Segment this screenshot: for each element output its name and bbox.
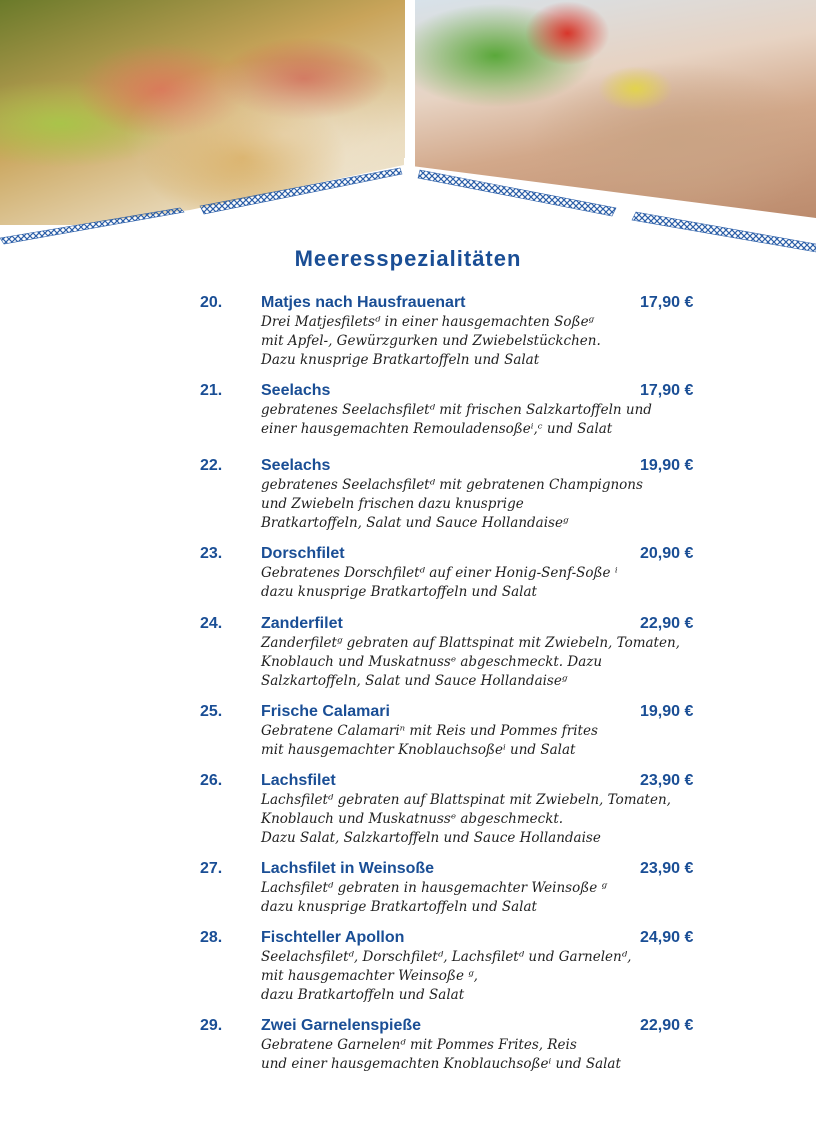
item-description <box>261 1036 701 1074</box>
item-description <box>261 313 701 370</box>
item-price: 19,90 € <box>640 457 694 474</box>
item-number: 28. <box>200 929 223 946</box>
description-line: gebratenes Seelachsfiletᵈ mit frischen Salzkartoffeln und <box>261 402 652 418</box>
description-line: Zanderfiletᵍ gebraten auf Blattspinat mit Zwiebeln, Tomaten, <box>261 635 680 651</box>
item-description <box>261 791 701 848</box>
item-name: Seelachs <box>261 457 331 474</box>
item-name: Dorschfilet <box>261 545 345 562</box>
description-line: mit hausgemachter Weinsoße ᵍ, <box>261 968 478 984</box>
description-line: mit Apfel-, Gewürzgurken und Zwiebelstückchen. <box>261 333 601 349</box>
description-line: einer hausgemachten Remouladensoßeⁱ,ᶜ und Salat <box>261 421 613 437</box>
item-price: 20,90 € <box>640 545 694 562</box>
description-line: dazu Bratkartoffeln und Salat <box>261 987 465 1003</box>
item-name: Fischteller Apollon <box>261 929 405 946</box>
item-description <box>261 564 701 602</box>
item-name: Matjes nach Hausfrauenart <box>261 294 466 311</box>
item-price: 23,90 € <box>640 772 694 789</box>
item-price: 23,90 € <box>640 860 694 877</box>
item-number: 27. <box>200 860 223 877</box>
greek-pattern-border <box>0 140 816 260</box>
item-price: 17,90 € <box>640 382 694 399</box>
item-number: 22. <box>200 457 223 474</box>
item-number: 23. <box>200 545 223 562</box>
description-line: Lachsfiletᵈ gebraten auf Blattspinat mit Zwiebeln, Tomaten, <box>261 792 671 808</box>
item-price: 22,90 € <box>640 1017 694 1034</box>
description-line: Seelachsfiletᵈ, Dorschfiletᵈ, Lachsfiletᵈ und Garnelenᵈ, <box>261 949 632 965</box>
description-line: Gebratenes Dorschfiletᵈ auf einer Honig-Senf-Soße ⁱ <box>261 565 618 581</box>
item-price: 17,90 € <box>640 294 694 311</box>
description-line: und einer hausgemachten Knoblauchsoßeⁱ und Salat <box>261 1056 621 1072</box>
description-line: Knoblauch und Muskatnussᵉ abgeschmeckt. Dazu <box>261 654 603 670</box>
item-price: 24,90 € <box>640 929 694 946</box>
item-description <box>261 476 701 533</box>
item-description <box>261 634 701 691</box>
description-line: Salzkartoffeln, Salat und Sauce Hollandaiseᵍ <box>261 673 568 689</box>
description-line: dazu knusprige Bratkartoffeln und Salat <box>261 584 537 600</box>
description-line: und Zwiebeln frischen dazu knusprige <box>261 496 524 512</box>
item-description <box>261 722 701 760</box>
description-line: Dazu knusprige Bratkartoffeln und Salat <box>261 352 540 368</box>
description-line: Gebratene Garnelenᵈ mit Pommes Frites, Reis <box>261 1037 577 1053</box>
item-description <box>261 879 701 917</box>
description-line: Gebratene Calamariⁿ mit Reis und Pommes frites <box>261 723 598 739</box>
description-line: Lachsfiletᵈ gebraten in hausgemachter Weinsoße ᵍ <box>261 880 607 896</box>
description-line: Dazu Salat, Salzkartoffeln und Sauce Hollandaise <box>261 830 601 846</box>
item-number: 20. <box>200 294 223 311</box>
item-name: Seelachs <box>261 382 331 399</box>
description-line: dazu knusprige Bratkartoffeln und Salat <box>261 899 537 915</box>
item-number: 21. <box>200 382 223 399</box>
item-price: 22,90 € <box>640 615 694 632</box>
item-name: Frische Calamari <box>261 703 390 720</box>
item-name: Zanderfilet <box>261 615 343 632</box>
item-price: 19,90 € <box>640 703 694 720</box>
item-description <box>261 948 701 1005</box>
description-line: mit hausgemachter Knoblauchsoßeⁱ und Salat <box>261 742 576 758</box>
item-description <box>261 401 701 439</box>
item-number: 24. <box>200 615 223 632</box>
description-line: Bratkartoffeln, Salat und Sauce Hollandaiseᵍ <box>261 515 569 531</box>
description-line: Drei Matjesfiletsᵈ in einer hausgemachten Soßeᵍ <box>261 314 594 330</box>
item-number: 25. <box>200 703 223 720</box>
item-name: Lachsfilet <box>261 772 336 789</box>
section-title: Meeresspezialitäten <box>294 246 522 271</box>
item-name: Zwei Garnelenspieße <box>261 1017 422 1034</box>
description-line: gebratenes Seelachsfiletᵈ mit gebratenen Champignons <box>261 477 643 493</box>
item-number: 26. <box>200 772 223 789</box>
item-name: Lachsfilet in Weinsoße <box>261 860 435 877</box>
item-number: 29. <box>200 1017 223 1034</box>
description-line: Knoblauch und Muskatnussᵉ abgeschmeckt. <box>261 811 564 827</box>
